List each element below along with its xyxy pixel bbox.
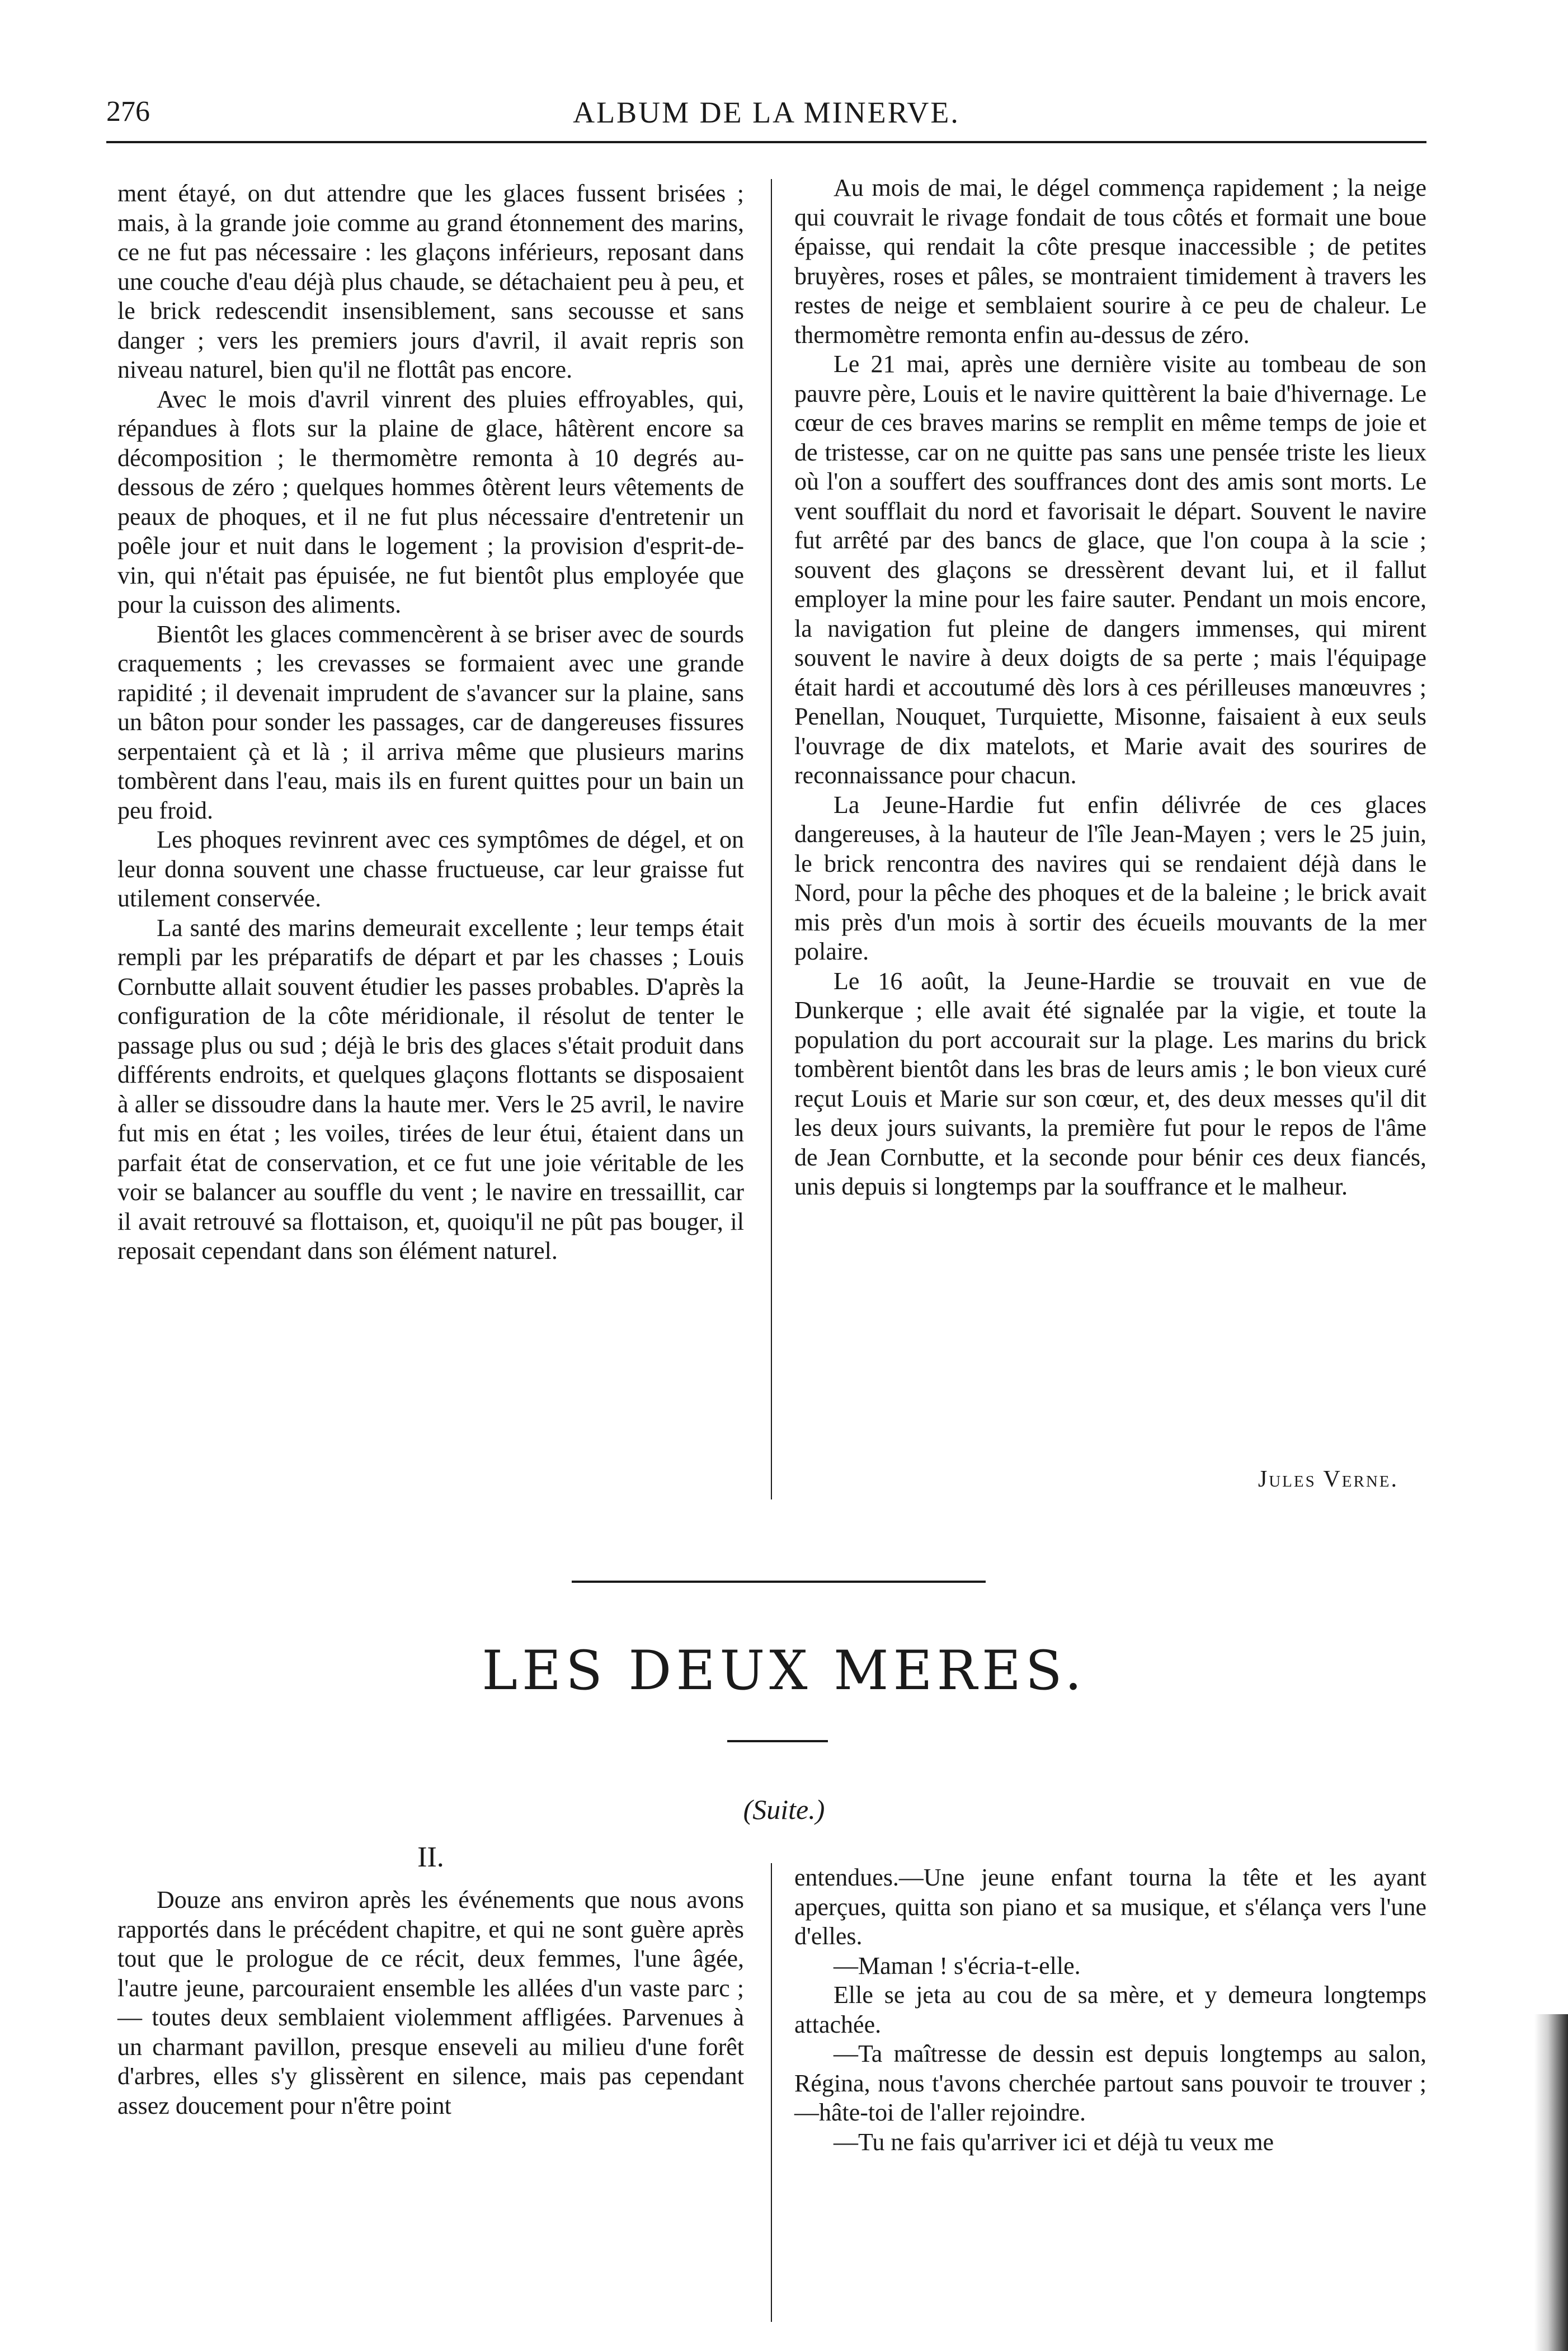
article-subtitle: (Suite.) [743,1794,825,1825]
paragraph: Bientôt les glaces commencèrent à se briser avec de sourds craquements ; les crevasses se formaient avec une grande rapidité ; il devenait imprudent de s'avancer sur la plaine, sans un bâton pour sonder les passages, car de dangereuses fissures serpentaient çà et là ; il arriva même que plusieurs marins tombèrent dans l'eau, mais ils en furent quittes pour un bain un peu froid. [117,620,744,824]
paragraph: Le 21 mai, après une dernière visite au tombeau de son pauvre père, Louis et le navire quittèrent la baie d'hivernage. Le cœur de ces braves marins se remplit en même temps de joie et de tristesse, car on ne quitte pas sans une pensée triste les lieux où l'on a souffert des souffrances dont des amis sont morts. Le vent soufflait du nord et favorisait le départ. Souvent le navire fut arrêté par des bancs de glace, que l'on coupa à la scie ; souvent des glaçons se dressèrent devant lui, et il fallut employer la mine pour les faire sauter. Pendant un mois encore, la navigation fut pleine de dangers immenses, qui mirent souvent le navire à deux doigts de sa perte ; mais l'équipage était hardi et accoutumé dès lors à ces périlleuses manœuvres ; Penellan, Nouquet, Turquiette, Misonne, faisaient à eux seuls l'ouvrage de dix matelots, et Marie avait des sourires de reconnaissance pour chacun. [794,350,1426,789]
page-number: 276 [106,96,150,128]
paragraph: Douze ans environ après les événements que nous avons rapportés dans le précédent chapitre, et qui ne sont guère après tout que le prologue de ce récit, deux femmes, l'une âgée, l'autre jeune, parcouraient ensemble les allées d'un vaste parc ; — toutes deux semblaient violemment affligées. Parvenues à un charmant pavillon, presque enseveli au milieu d'une forêt d'arbres, elles s'y glissèrent en silence, mais pas cependant assez doucement pour n'être point [117,1886,744,2119]
page-header [106,95,1426,134]
section-rule [572,1581,986,1583]
paragraph: Au mois de mai, le dégel commença rapidement ; la neige qui couvrait le rivage fondait de tous côtés et formait une boue épaisse, qui rendait la côte presque inaccessible ; de petites bruyères, roses et pâles, se montraient timidement à travers les restes de neige et semblaient sourire à ce peu de chaleur. Le thermomètre remonta enfin au-dessus de zéro. [794,174,1426,349]
column-left-top [117,179,744,1266]
paragraph: Elle se jeta au cou de sa mère, et y demeura longtemps attachée. [794,1981,1426,2038]
paragraph: Les phoques revinrent avec ces symptômes de dégel, et on leur donna souvent une chasse fructueuse, car leur graisse fut utilement conservée. [117,826,744,912]
running-title: ALBUM DE LA MINERVE. [573,96,960,129]
paragraph: entendues.—Une jeune enfant tourna la tête et les ayant aperçues, quitta son piano et sa musique, et s'élança vers l'une d'elles. [794,1864,1426,1950]
column-right-top [794,173,1426,1202]
chapter-number: II. [417,1841,444,1873]
title-rule [727,1740,828,1742]
page-edge-shadow [1534,2014,1568,2351]
author-signature: Jules Verne. [1258,1466,1399,1492]
header-rule [106,141,1426,143]
paragraph: Avec le mois d'avril vinrent des pluies effroyables, qui, répandues à flots sur la plaine de glace, hâtèrent encore sa décomposition ; le thermomètre remonta à 10 degrés au-dessous de zéro ; quelques hommes ôtèrent leurs vêtements de peaux de phoques, et il ne fut plus nécessaire d'entretenir un poêle jour et nuit dans le logement ; la provision d'esprit-de-vin, qui n'était pas épuisée, ne fut bientôt plus employée que pour la cuisson des aliments. [117,385,744,618]
column-divider-top [771,179,772,1499]
paragraph: ment étayé, on dut attendre que les glaces fussent brisées ; mais, à la grande joie comme au grand étonnement des marins, ce ne fut pas nécessaire : les glaçons inférieurs, reposant dans une couche d'eau déjà plus chaude, se détachaient peu à peu, et le brick redescendit insensiblement, sans secousse et sans danger ; vers les premiers jours d'avril, il avait repris son niveau naturel, bien qu'il ne flottât pas encore. [117,180,744,383]
column-divider-bottom [771,1863,772,2322]
column-left-bottom [117,1885,744,2120]
article-title: LES DEUX MERES. [482,1639,1086,1702]
paragraph: —Tu ne fais qu'arriver ici et déjà tu veux me [834,2128,1274,2156]
paragraph: La Jeune-Hardie fut enfin délivrée de ces glaces dangereuses, à la hauteur de l'île Jean-Mayen ; vers le 25 juin, le brick rencontra des navires qui se rendaient déjà dans le Nord, pour la pêche des phoques et de la baleine ; le brick avait mis près d'un mois à sortir des écueils mouvants de la mer polaire. [794,791,1426,965]
paragraph: La santé des marins demeurait excellente ; leur temps était rempli par les préparatifs de départ et par les chasses ; Louis Cornbutte allait souvent étudier les passes probables. D'après la configuration de la côte méridionale, il résolut de tenter le passage plus ou sud ; déjà le bris des glaces s'était produit dans différents endroits, et quelques glaçons flottants se disposaient à aller se dissoudre dans la haute mer. Vers le 25 avril, le navire fut mis en état ; les voiles, tirées de leur étui, étaient dans un parfait état de conservation, et ce fut une joie véritable de les voir se balancer au souffle du vent ; le navire en tressaillit, car il avait retrouvé sa flottaison, et, quoiqu'il ne pût pas bouger, il reposait cependant dans son élément naturel. [117,914,744,1264]
paragraph: —Ta maîtresse de dessin est depuis longtemps au salon, Régina, nous t'avons cherchée partout sans pouvoir te trouver ;—hâte-toi de l'aller rejoindre. [794,2040,1426,2126]
column-right-bottom [794,1863,1426,2157]
paragraph: —Maman ! s'écria-t-elle. [834,1952,1081,1979]
paragraph: Le 16 août, la Jeune-Hardie se trouvait en vue de Dunkerque ; elle avait été signalée par la vigie, et toute la population du port accourait sur la plage. Les marins du brick tombèrent bientôt dans les bras de leurs amis ; le bon vieux curé reçut Louis et Marie sur son cœur, et, des deux messes qu'il dit les deux jours suivants, la première fut pour le repos de l'âme de Jean Cornbutte, et la seconde pour bénir ces deux fiancés, unis depuis si longtemps par la souffrance et le malheur. [794,967,1426,1200]
